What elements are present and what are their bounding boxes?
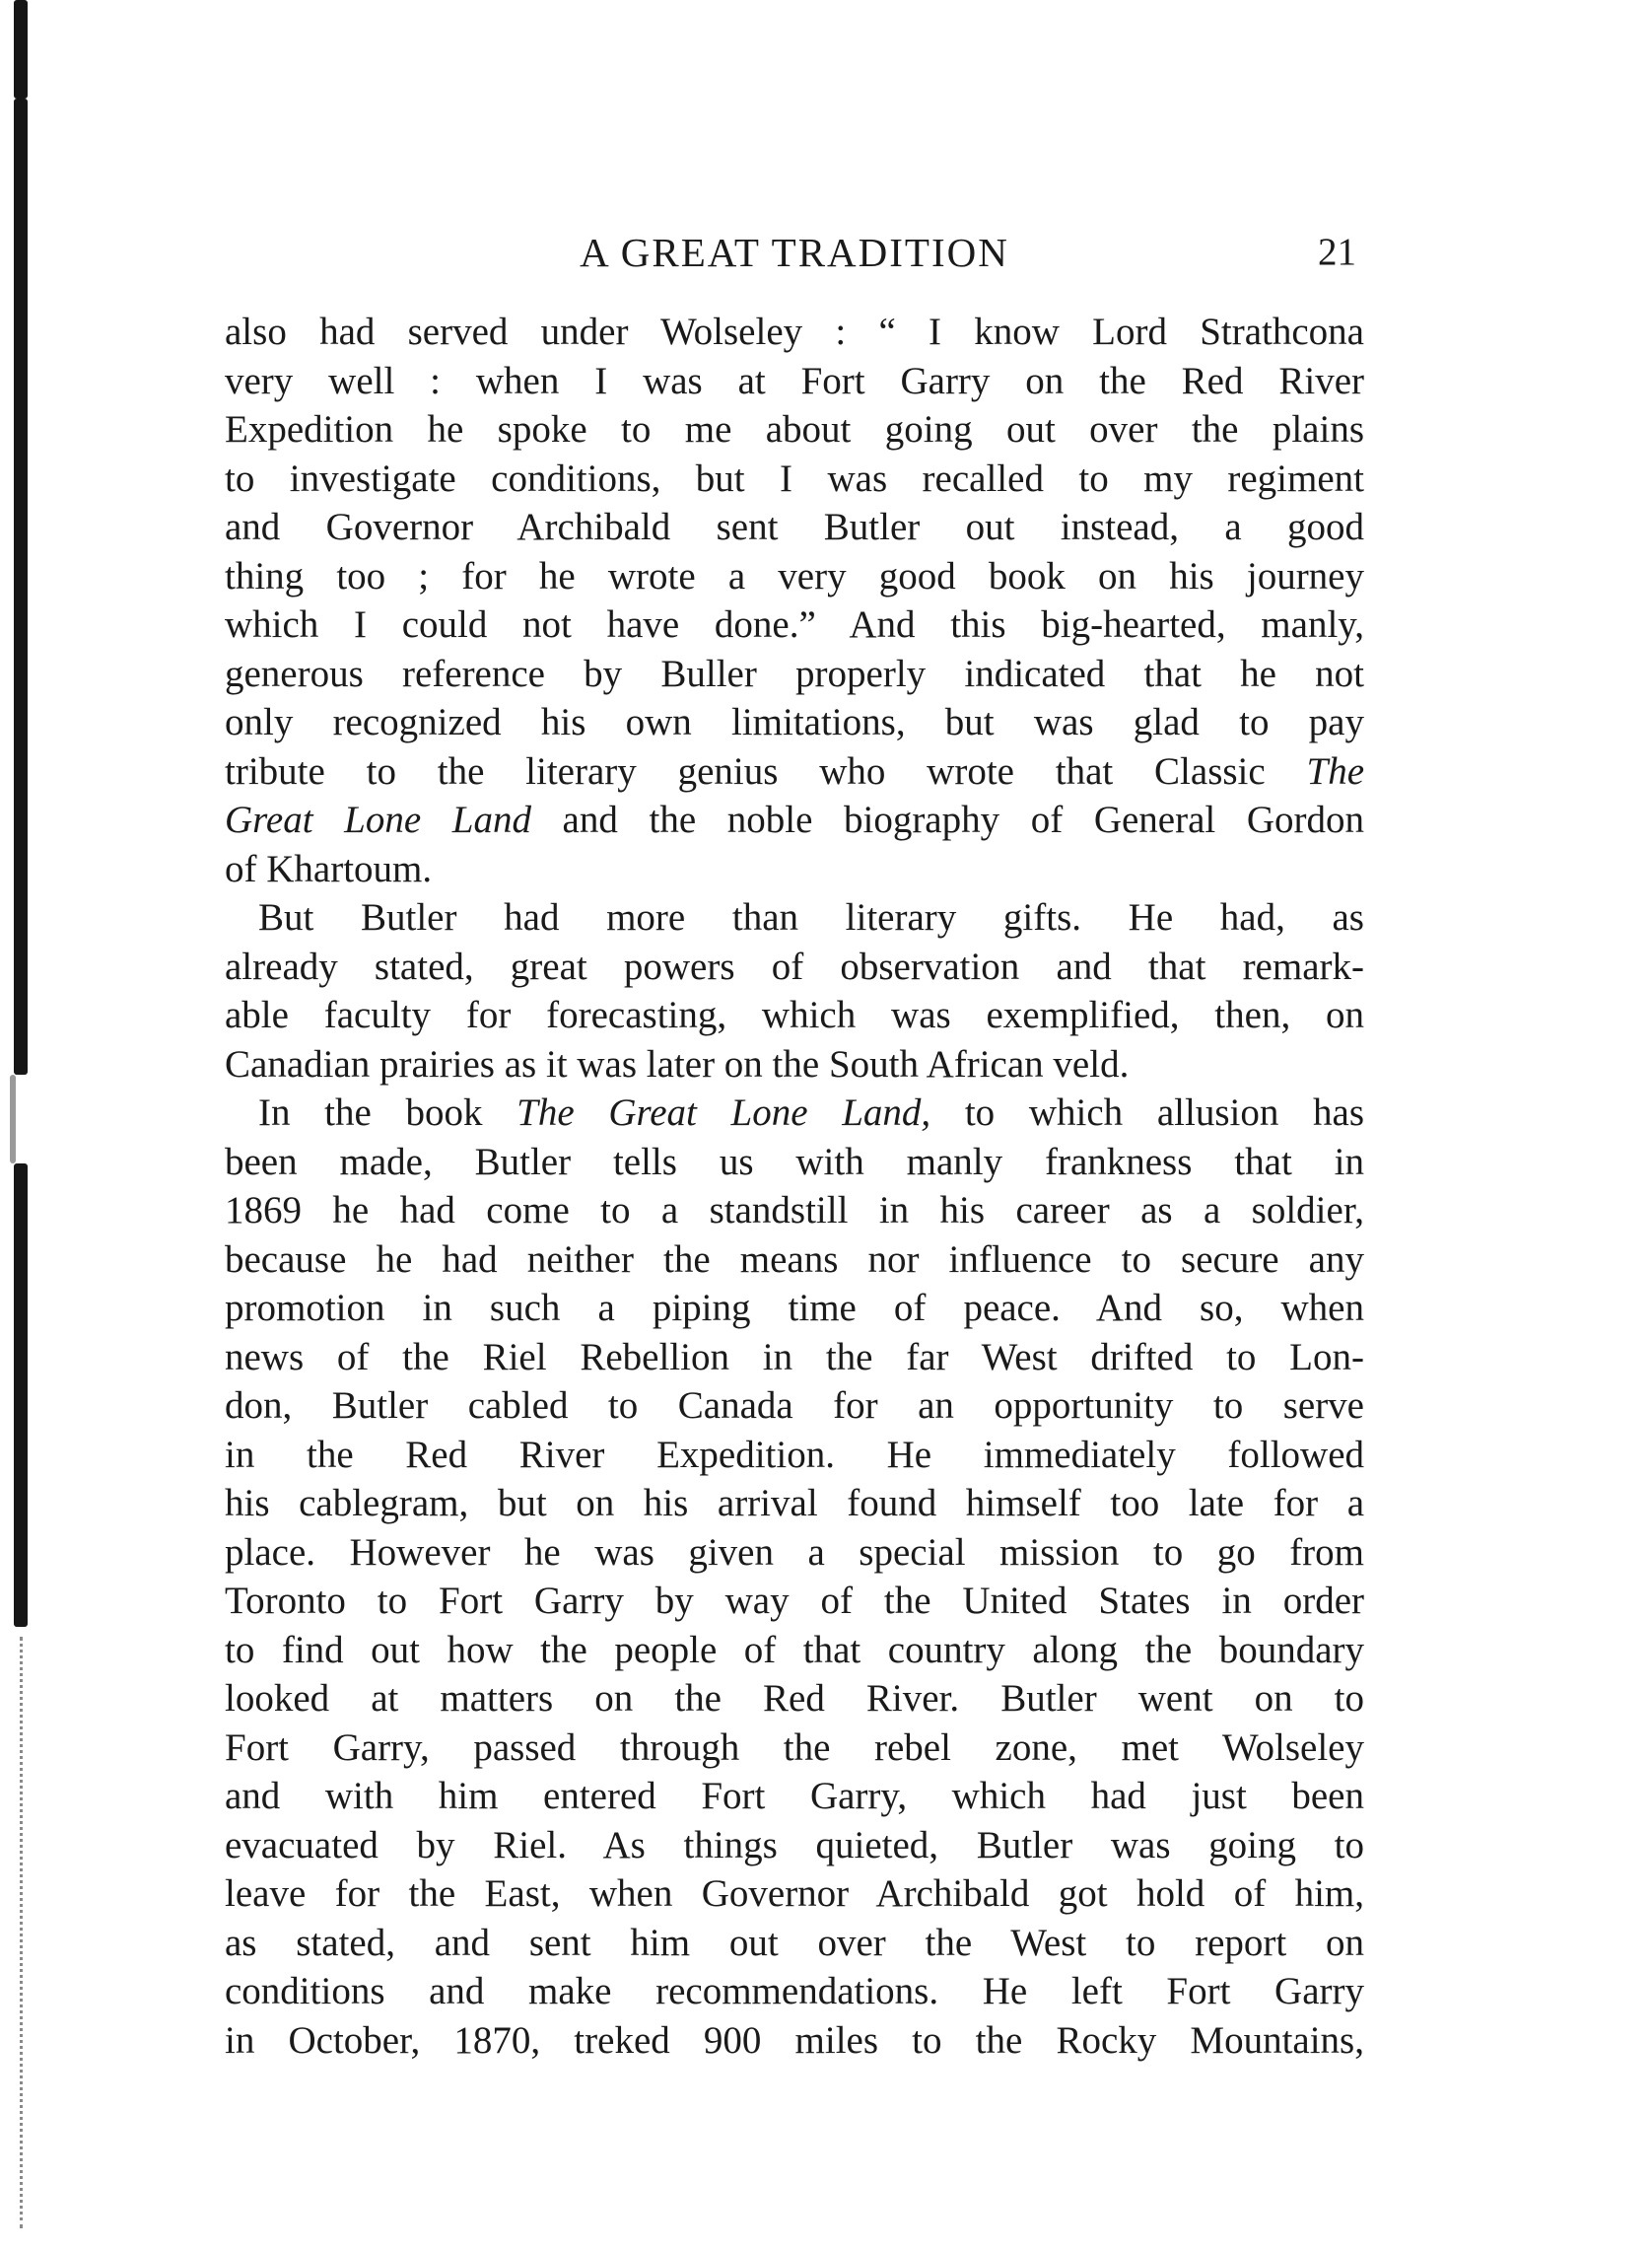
line-text: Fort Garry, passed through the rebel zone, met Wolseley [225, 1725, 1364, 1769]
text-line [225, 845, 1364, 894]
binding-shadow-top [14, 0, 28, 99]
text-line [225, 552, 1364, 601]
text-line [225, 600, 1364, 650]
line-text: place. However he was given a special mission to go from [225, 1530, 1364, 1574]
line-text: been made, Butler tells us with manly frankness that in [225, 1140, 1364, 1183]
text-line [225, 1869, 1364, 1919]
line-text: news of the Riel Rebellion in the far West drifted to Lon- [225, 1335, 1364, 1378]
line-text: his cablegram, but on his arrival found himself too late for a [225, 1482, 1364, 1524]
line-text: looked at matters on the Red River. Butler went on to [225, 1677, 1364, 1720]
text-line [225, 405, 1364, 455]
text-line [225, 747, 1364, 797]
line-text: because he had neither the means nor influence to secure any [225, 1237, 1364, 1281]
line-text: don, Butler cabled to Canada for an opportunity to serve [225, 1384, 1364, 1427]
line-text: in the Red River Expedition. He immediately followed [225, 1433, 1364, 1476]
line-text: Expedition he spoke to me about going out over the plains [225, 408, 1364, 451]
line-text: of Khartoum. [225, 847, 433, 890]
line-text: and with him entered Fort Garry, which had just been [225, 1775, 1364, 1817]
text-line [225, 455, 1364, 504]
line-text: thing too ; for he wrote a very good book on his journey [225, 554, 1364, 598]
line-text: to which allusion has [930, 1091, 1364, 1134]
line-text: only recognized his own limitations, but was glad to pay [225, 701, 1364, 743]
text-line [225, 503, 1364, 552]
line-text: evacuated by Riel. As things quieted, Butler was going to [225, 1823, 1364, 1866]
line-text: Canadian prairies as it was later on the South African veld. [225, 1042, 1130, 1086]
text-line [225, 2016, 1364, 2066]
line-text: very well : when I was at Fort Garry on the Red River [225, 359, 1364, 402]
line-text: Toronto to Fort Garry by way of the United States in order [225, 1580, 1364, 1622]
line-text: also had served under Wolseley : “ I know Lord Strathcona [225, 311, 1364, 353]
binding-shadow-lower [14, 1163, 28, 1627]
line-text: and the noble biography of General Gordon [530, 799, 1364, 841]
text-line [225, 1772, 1364, 1821]
running-head [225, 223, 1364, 282]
text-line [225, 308, 1364, 357]
text-line [225, 1626, 1364, 1675]
line-text: in October, 1870, treked 900 miles to the Rocky Mountains, [225, 2018, 1364, 2062]
line-text: as stated, and sent him out over the West to report on [225, 1921, 1364, 1964]
text-line [225, 1528, 1364, 1578]
text-line [225, 991, 1364, 1040]
text-line [225, 1040, 1364, 1090]
line-text: In the book [258, 1091, 517, 1134]
line-text: conditions and make recommendations. He left Fort Garry [225, 1970, 1364, 2012]
text-line [225, 1381, 1364, 1431]
line-text: promotion in such a piping time of peace. And so, when [225, 1287, 1364, 1329]
text-line [225, 1186, 1364, 1235]
line-text: and Governor Archibald sent Butler out instead, a good [225, 506, 1364, 548]
text-line [225, 650, 1364, 699]
text-line [225, 796, 1364, 845]
text-line [225, 893, 1364, 943]
line-text: tribute to the literary genius who wrote that Classic [225, 749, 1307, 793]
body-text [225, 308, 1364, 2065]
text-line [225, 1723, 1364, 1773]
text-line [225, 1967, 1364, 2016]
text-line [225, 1919, 1364, 1968]
book-title: Great Lone Land [225, 799, 531, 841]
text-line [225, 1821, 1364, 1870]
text-line [225, 1089, 1364, 1138]
line-text: already stated, great powers of observation and that remark- [225, 945, 1364, 988]
text-line [225, 1431, 1364, 1480]
text-line [225, 1138, 1364, 1187]
text-line [225, 1479, 1364, 1528]
line-text: generous reference by Buller properly indicated that he not [225, 652, 1364, 695]
text-line [225, 698, 1364, 747]
line-text: leave for the East, when Governor Archibald got hold of him, [225, 1872, 1364, 1915]
text-line [225, 1674, 1364, 1723]
line-text: to investigate conditions, but I was recalled to my regiment [225, 457, 1364, 500]
text-line [225, 1284, 1364, 1333]
running-title: A GREAT TRADITION [580, 230, 1009, 275]
line-text: which I could not have done.” And this big-hearted, manly, [225, 603, 1364, 646]
line-text: to find out how the people of that country along the boundary [225, 1628, 1364, 1671]
book-title: The Great Lone Land, [516, 1091, 931, 1134]
line-text: 1869 he had come to a standstill in his career as a soldier, [225, 1189, 1364, 1231]
line-text: able faculty for forecasting, which was exemplified, then, on [225, 994, 1364, 1036]
binding-dots [20, 1637, 26, 2228]
line-text: But Butler had more than literary gifts. He had, as [258, 896, 1364, 939]
text-line [225, 357, 1364, 406]
binding-shadow-upper [14, 99, 28, 1075]
text-line [225, 943, 1364, 992]
book-title: The [1306, 749, 1364, 793]
page-number: 21 [1318, 231, 1356, 273]
binding-shadow-gap [10, 1075, 16, 1163]
text-line [225, 1235, 1364, 1285]
scanned-page-edge [0, 0, 69, 2250]
text-line [225, 1333, 1364, 1382]
text-line [225, 1577, 1364, 1626]
